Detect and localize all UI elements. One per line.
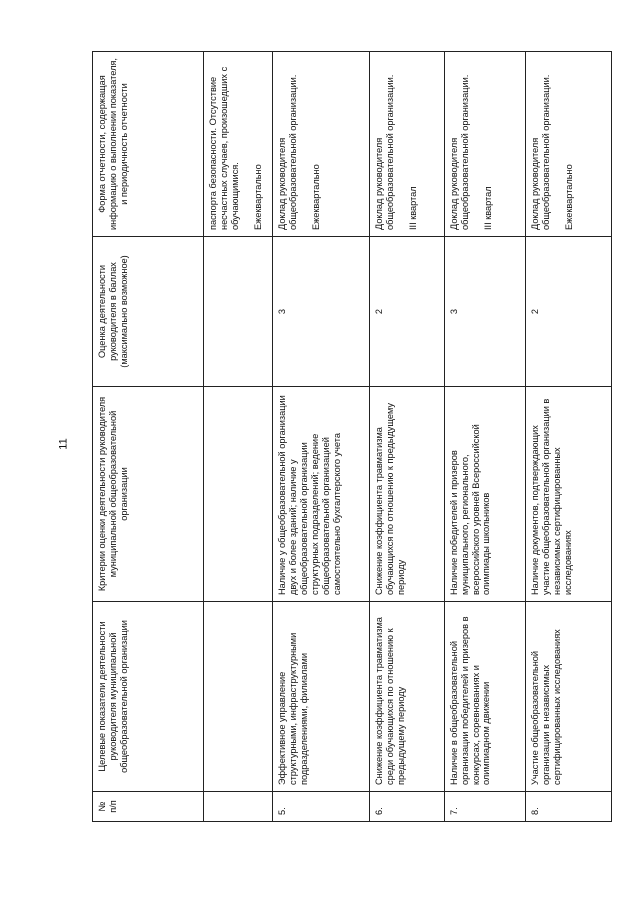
header-score: Оценка деятельности руководителя в баллах (максимально возможное): [93, 237, 204, 387]
cell-num: 7.: [444, 792, 525, 822]
cell-criteria: [204, 387, 273, 602]
table-header-row: [93, 52, 204, 822]
cell-criteria: Снижение коэффициента травматизма обучающихся по отношению к предыдущему периоду: [369, 387, 444, 602]
cell-criteria: Наличие у общеобразовательной организации двух и более зданий; наличие у общеобразовательной организации структурных подразделений; ведение общеобразовательной организацией самостоятельно бухгалтерского учета: [273, 387, 369, 602]
page-number: 11: [57, 438, 70, 450]
form-period: III квартал: [407, 186, 418, 230]
header-indicator: Целевые показатели деятельности руководителя муниципальной общеобразовательной организации: [93, 602, 204, 792]
cell-form: [526, 52, 612, 237]
table-row: [273, 52, 369, 822]
cell-criteria: Наличие документов, подтверждающих участие общеобразовательной организации в независимых сертифицированных исследованиях: [526, 387, 612, 602]
form-period: Ежеквартально: [563, 164, 574, 230]
cell-criteria: Наличие победителей и призеров муниципального, регионального, всероссийского уровней Всероссийской олимпиады школьников: [444, 387, 525, 602]
cell-indicator: Эффективное управление структурными, инфраструктурными подразделениями, филиалами: [273, 602, 369, 792]
cell-num: 6.: [369, 792, 444, 822]
form-text: Доклад руководителя общеобразовательной организации.: [448, 74, 470, 230]
form-period: Ежеквартально: [252, 164, 263, 230]
cell-indicator: [204, 602, 273, 792]
cell-num: 8.: [526, 792, 612, 822]
form-text: паспорта безопасности. Отсутствие несчастных случаев, произошедших с обучающимися.: [208, 66, 241, 230]
table-row-continuation: [204, 52, 273, 822]
cell-form: [204, 52, 273, 237]
header-form: Форма отчетности, содержащая информацию о выполнении показателя, и периодичность отчетности: [93, 52, 204, 237]
cell-form: [369, 52, 444, 237]
header-num: № п/п: [93, 792, 204, 822]
cell-num: [204, 792, 273, 822]
cell-indicator: Наличие в общеобразовательной организации победителей и призеров в конкурсах, соревнованиях и олимпиадном движении: [444, 602, 525, 792]
form-period: Ежеквартально: [311, 164, 322, 230]
header-criteria: Критерии оценки деятельности руководителя муниципальной общеобразовательной организации: [93, 387, 204, 602]
cell-score: 2: [526, 237, 612, 387]
table-row: [526, 52, 612, 822]
criteria-table: [92, 51, 612, 822]
form-text: Доклад руководителя общеобразовательной организации.: [530, 74, 552, 230]
cell-indicator: Участие общеобразовательной организации в независимых сертифицированных исследованиях: [526, 602, 612, 792]
form-period: III квартал: [482, 186, 493, 230]
cell-form: [273, 52, 369, 237]
table-row: [444, 52, 525, 822]
cell-score: 3: [444, 237, 525, 387]
rotated-table-container: [92, 52, 612, 822]
table-row: [369, 52, 444, 822]
cell-num: 5.: [273, 792, 369, 822]
form-text: Доклад руководителя общеобразовательной организации.: [373, 74, 395, 230]
cell-score: 3: [273, 237, 369, 387]
cell-indicator: Снижение коэффициента травматизма среди обучающихся по отношению к предыдущему периоду: [369, 602, 444, 792]
cell-score: [204, 237, 273, 387]
cell-form: [444, 52, 525, 237]
form-text: Доклад руководителя общеобразовательной организации.: [277, 74, 299, 230]
cell-score: 2: [369, 237, 444, 387]
